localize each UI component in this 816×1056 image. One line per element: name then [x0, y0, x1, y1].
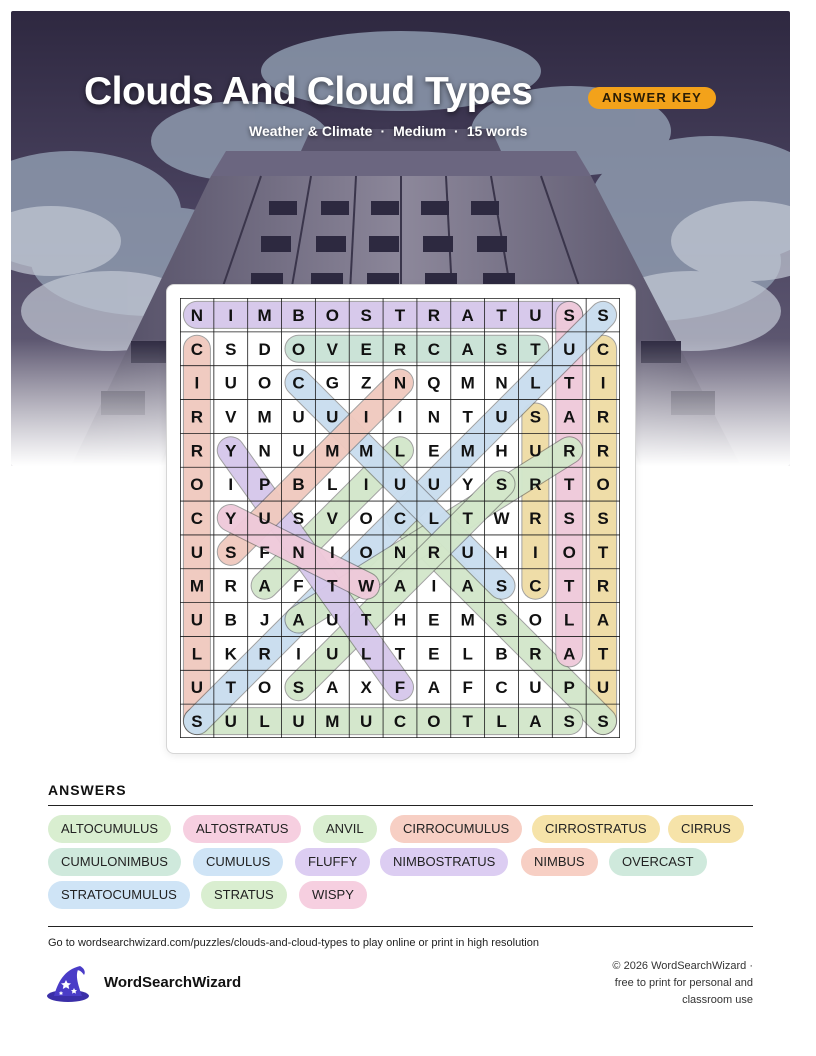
grid-letter[interactable]: L: [360, 644, 372, 664]
grid-letter[interactable]: A: [326, 678, 339, 698]
copyright-line: classroom use: [682, 994, 753, 1006]
grid-letter[interactable]: T: [462, 712, 473, 732]
answer-chip-stratocumulus: STRATOCUMULUS: [48, 881, 190, 909]
grid-letter[interactable]: A: [563, 644, 576, 664]
answer-key-badge: ANSWER KEY: [588, 87, 716, 109]
copyright-notice: [583, 958, 753, 1009]
answer-chip-nimbus: NIMBUS: [521, 848, 598, 876]
word-search-grid: [180, 298, 620, 738]
grid-letter[interactable]: M: [189, 576, 205, 596]
grid-letter[interactable]: S: [597, 712, 609, 732]
grid-letter[interactable]: S: [495, 576, 508, 596]
grid-letter[interactable]: S: [191, 712, 203, 732]
grid-letter[interactable]: S: [495, 339, 508, 359]
grid-letter[interactable]: T: [564, 475, 575, 495]
answer-chip-cumulus: CUMULUS: [193, 848, 283, 876]
grid-letter[interactable]: C: [529, 576, 542, 596]
grid-letter[interactable]: O: [257, 678, 272, 698]
grid-letter[interactable]: O: [427, 712, 441, 732]
grid-letter[interactable]: T: [394, 305, 406, 325]
grid-letter[interactable]: R: [529, 475, 542, 495]
grid-letter[interactable]: I: [228, 475, 234, 495]
footer-url-text: Go to wordsearchwizard.com/puzzles/clouds-and-cloud-types to play online or print in high resolution: [48, 937, 539, 949]
answer-chip-altostratus: ALTOSTRATUS: [183, 815, 301, 843]
grid-letter[interactable]: O: [528, 610, 543, 630]
grid-letter[interactable]: E: [428, 644, 440, 664]
grid-letter[interactable]: I: [194, 373, 200, 393]
grid-letter[interactable]: Y: [225, 509, 237, 528]
grid-letter[interactable]: O: [291, 339, 306, 359]
grid-letter[interactable]: M: [460, 441, 475, 461]
grid-letter[interactable]: M: [325, 441, 340, 461]
grid-letter[interactable]: R: [596, 441, 610, 461]
grid-letter[interactable]: R: [563, 441, 576, 461]
grid-letter[interactable]: T: [394, 644, 406, 664]
grid-letter[interactable]: W: [358, 576, 375, 596]
grid-letter[interactable]: M: [257, 407, 272, 427]
grid-letter[interactable]: O: [325, 305, 339, 325]
copyright-line: © 2026 WordSearchWizard ·: [612, 960, 753, 972]
grid-letter[interactable]: N: [427, 407, 440, 427]
grid-letter[interactable]: N: [495, 373, 508, 393]
answer-chip-altocumulus: ALTOCUMULUS: [48, 815, 171, 843]
grid-letter[interactable]: U: [393, 475, 407, 495]
grid-letter[interactable]: U: [461, 542, 474, 562]
grid-letter[interactable]: U: [224, 712, 237, 732]
grid-letter[interactable]: F: [462, 678, 473, 698]
grid-letter[interactable]: V: [326, 509, 338, 528]
grid-letter[interactable]: C: [495, 678, 508, 698]
grid-letter[interactable]: A: [461, 576, 474, 596]
grid-letter[interactable]: A: [529, 712, 542, 732]
grid-letter[interactable]: T: [564, 373, 575, 393]
grid-letter[interactable]: B: [495, 644, 508, 664]
grid-letter[interactable]: U: [190, 678, 204, 698]
grid-letter[interactable]: E: [360, 339, 372, 359]
grid-letter[interactable]: U: [427, 475, 440, 495]
grid-letter[interactable]: U: [292, 712, 305, 732]
grid-letter[interactable]: R: [427, 305, 440, 325]
grid-letter[interactable]: U: [360, 712, 373, 732]
grid-letter[interactable]: I: [363, 475, 369, 495]
grid-letter[interactable]: A: [292, 610, 305, 630]
answer-chip-overcast: OVERCAST: [609, 848, 707, 876]
grid-letter[interactable]: O: [359, 509, 373, 528]
grid-letter[interactable]: N: [190, 305, 204, 325]
category-label: Weather & Climate: [249, 123, 373, 139]
grid-letter[interactable]: I: [600, 373, 606, 393]
grid-letter[interactable]: N: [393, 542, 407, 562]
grid-letter[interactable]: L: [496, 712, 507, 732]
grid-letter[interactable]: K: [224, 644, 237, 664]
grid-letter[interactable]: R: [224, 576, 237, 596]
grid-letter[interactable]: H: [495, 542, 508, 562]
grid-letter[interactable]: W: [493, 509, 510, 528]
grid-letter[interactable]: T: [597, 644, 609, 664]
grid-letter[interactable]: N: [258, 441, 271, 461]
grid-letter[interactable]: S: [225, 542, 237, 562]
grid-letter[interactable]: L: [191, 644, 203, 664]
grid-letter[interactable]: A: [596, 610, 610, 630]
grid-letter[interactable]: T: [496, 305, 507, 325]
answer-chip-cirrostratus: CIRROSTRATUS: [532, 815, 660, 843]
grid-letter[interactable]: U: [529, 305, 542, 325]
grid-letter[interactable]: M: [460, 373, 475, 393]
grid-letter[interactable]: U: [292, 407, 305, 427]
grid-letter[interactable]: C: [190, 339, 204, 359]
grid-letter[interactable]: L: [394, 441, 406, 461]
grid-letter[interactable]: T: [564, 576, 575, 596]
answer-chip-cirrocumulus: CIRROCUMULUS: [390, 815, 522, 843]
grid-letter[interactable]: U: [529, 678, 542, 698]
grid-letter[interactable]: S: [529, 407, 542, 427]
grid-letter[interactable]: U: [326, 407, 339, 427]
grid-letter[interactable]: U: [190, 610, 204, 630]
grid-letter[interactable]: U: [292, 441, 305, 461]
grid-letter[interactable]: F: [394, 678, 406, 698]
grid-letter[interactable]: P: [563, 678, 575, 698]
brand-name: WordSearchWizard: [104, 974, 242, 991]
answers-heading: ANSWERS: [48, 782, 127, 798]
grid-letter[interactable]: S: [563, 305, 575, 325]
grid-letter[interactable]: R: [258, 644, 271, 664]
grid-letter[interactable]: R: [190, 441, 204, 461]
grid-letter[interactable]: T: [462, 407, 473, 427]
grid-letter[interactable]: U: [596, 678, 610, 698]
puzzle-title: Clouds And Cloud Types: [84, 70, 533, 113]
answer-chip-wispy: WISPY: [299, 881, 367, 909]
grid-letter[interactable]: V: [326, 339, 338, 359]
grid-letter[interactable]: T: [530, 339, 541, 359]
grid-letter[interactable]: J: [259, 610, 270, 630]
grid-letter[interactable]: F: [259, 542, 270, 562]
grid-letter[interactable]: S: [495, 475, 508, 495]
grid-letter[interactable]: A: [258, 576, 271, 596]
grid-letter[interactable]: I: [533, 542, 538, 562]
grid-letter[interactable]: C: [393, 712, 407, 732]
grid-letter[interactable]: D: [258, 339, 271, 359]
grid-letter[interactable]: I: [296, 644, 301, 664]
grid-letter[interactable]: R: [393, 339, 407, 359]
grid-letter[interactable]: R: [529, 509, 542, 528]
grid-letter[interactable]: G: [325, 373, 339, 393]
meta-separator: ·: [454, 123, 459, 139]
grid-letter[interactable]: R: [529, 644, 542, 664]
grid-letter[interactable]: T: [327, 576, 338, 596]
grid-svg: [180, 298, 620, 738]
grid-letter[interactable]: E: [428, 610, 440, 630]
grid-letter[interactable]: T: [597, 542, 609, 562]
grid-letter[interactable]: S: [495, 610, 508, 630]
grid-letter[interactable]: U: [529, 441, 542, 461]
grid-letter[interactable]: U: [326, 644, 339, 664]
grid-letter[interactable]: A: [393, 576, 407, 596]
grid-letter[interactable]: S: [360, 305, 372, 325]
grid-letter[interactable]: Y: [462, 475, 474, 495]
grid-letter[interactable]: H: [495, 441, 508, 461]
grid-letter[interactable]: U: [190, 542, 204, 562]
grid-letter[interactable]: T: [360, 610, 372, 630]
grid-letter[interactable]: R: [190, 407, 204, 427]
grid-letter[interactable]: Q: [427, 373, 441, 393]
grid-letter[interactable]: V: [225, 407, 237, 427]
grid-letter[interactable]: S: [292, 509, 305, 528]
grid-letter[interactable]: S: [292, 678, 305, 698]
grid-letter[interactable]: C: [427, 339, 440, 359]
grid-letter[interactable]: O: [257, 373, 272, 393]
grid-letter[interactable]: E: [428, 441, 440, 461]
grid-letter[interactable]: M: [325, 712, 340, 732]
answer-chip-cumulonimbus: CUMULONIMBUS: [48, 848, 181, 876]
grid-letter[interactable]: O: [562, 542, 576, 562]
footer-divider: [48, 926, 753, 927]
grid-letter[interactable]: C: [596, 339, 610, 359]
grid-letter[interactable]: L: [259, 712, 270, 732]
grid-letter[interactable]: O: [190, 475, 204, 495]
grid-letter[interactable]: B: [292, 305, 305, 325]
grid-letter[interactable]: S: [597, 509, 609, 528]
grid-letter[interactable]: R: [596, 407, 610, 427]
grid-letter[interactable]: L: [428, 509, 440, 528]
grid-letter[interactable]: T: [225, 678, 236, 698]
answer-chip-nimbostratus: NIMBOSTRATUS: [380, 848, 508, 876]
grid-letter[interactable]: A: [461, 339, 474, 359]
grid-letter[interactable]: U: [563, 339, 576, 359]
grid-letter[interactable]: L: [327, 475, 338, 495]
grid-letter[interactable]: F: [293, 576, 304, 596]
grid-letter[interactable]: L: [462, 644, 473, 664]
grid-letter[interactable]: R: [427, 542, 440, 562]
grid-letter[interactable]: H: [393, 610, 407, 630]
grid-letter[interactable]: U: [326, 610, 339, 630]
answer-chip-anvil: ANVIL: [313, 815, 377, 843]
grid-letter[interactable]: A: [427, 678, 440, 698]
grid-letter[interactable]: M: [460, 610, 475, 630]
difficulty-label: Medium: [393, 123, 447, 139]
grid-letter[interactable]: S: [563, 712, 575, 732]
grid-letter[interactable]: C: [292, 373, 305, 393]
grid-letter[interactable]: A: [461, 305, 474, 325]
word-count-label: 15 words: [466, 123, 528, 139]
grid-letter[interactable]: I: [228, 305, 234, 325]
grid-letter[interactable]: O: [596, 475, 610, 495]
grid-letter[interactable]: B: [224, 610, 237, 630]
grid-letter[interactable]: Z: [360, 373, 372, 393]
grid-letter[interactable]: T: [462, 509, 473, 528]
copyright-line: free to print for personal and: [614, 977, 753, 989]
grid-letter[interactable]: U: [258, 509, 271, 528]
puzzle-meta: [249, 123, 527, 139]
grid-letter[interactable]: L: [564, 610, 575, 630]
answers-divider: [48, 805, 753, 806]
answer-chip-fluffy: FLUFFY: [295, 848, 370, 876]
grid-letter[interactable]: L: [530, 373, 541, 393]
grid-letter[interactable]: O: [359, 542, 373, 562]
grid-letter[interactable]: S: [225, 339, 237, 359]
grid-letter[interactable]: M: [257, 305, 272, 325]
grid-letter[interactable]: N: [292, 542, 305, 562]
grid-letter[interactable]: M: [359, 441, 374, 461]
grid-letter[interactable]: I: [431, 576, 437, 596]
grid-letter[interactable]: C: [393, 509, 407, 528]
grid-letter[interactable]: S: [563, 509, 575, 528]
grid-letter[interactable]: A: [563, 407, 576, 427]
grid-letter[interactable]: X: [360, 678, 372, 698]
grid-letter[interactable]: N: [393, 373, 407, 393]
grid-letter[interactable]: U: [224, 373, 237, 393]
grid-letter[interactable]: S: [597, 305, 609, 325]
grid-letter[interactable]: P: [258, 475, 271, 495]
grid-letter[interactable]: R: [596, 576, 610, 596]
grid-letter[interactable]: I: [397, 407, 403, 427]
answer-chip-cirrus: CIRRUS: [668, 815, 744, 843]
grid-letter[interactable]: U: [495, 407, 508, 427]
grid-letter[interactable]: C: [190, 509, 204, 528]
grid-letter[interactable]: Y: [225, 441, 237, 461]
grid-letter[interactable]: I: [363, 407, 369, 427]
meta-separator: ·: [380, 123, 386, 139]
grid-letter[interactable]: I: [329, 542, 335, 562]
grid-letter[interactable]: B: [292, 475, 305, 495]
wizard-hat-icon: [46, 964, 92, 1009]
answer-chip-stratus: STRATUS: [201, 881, 287, 909]
